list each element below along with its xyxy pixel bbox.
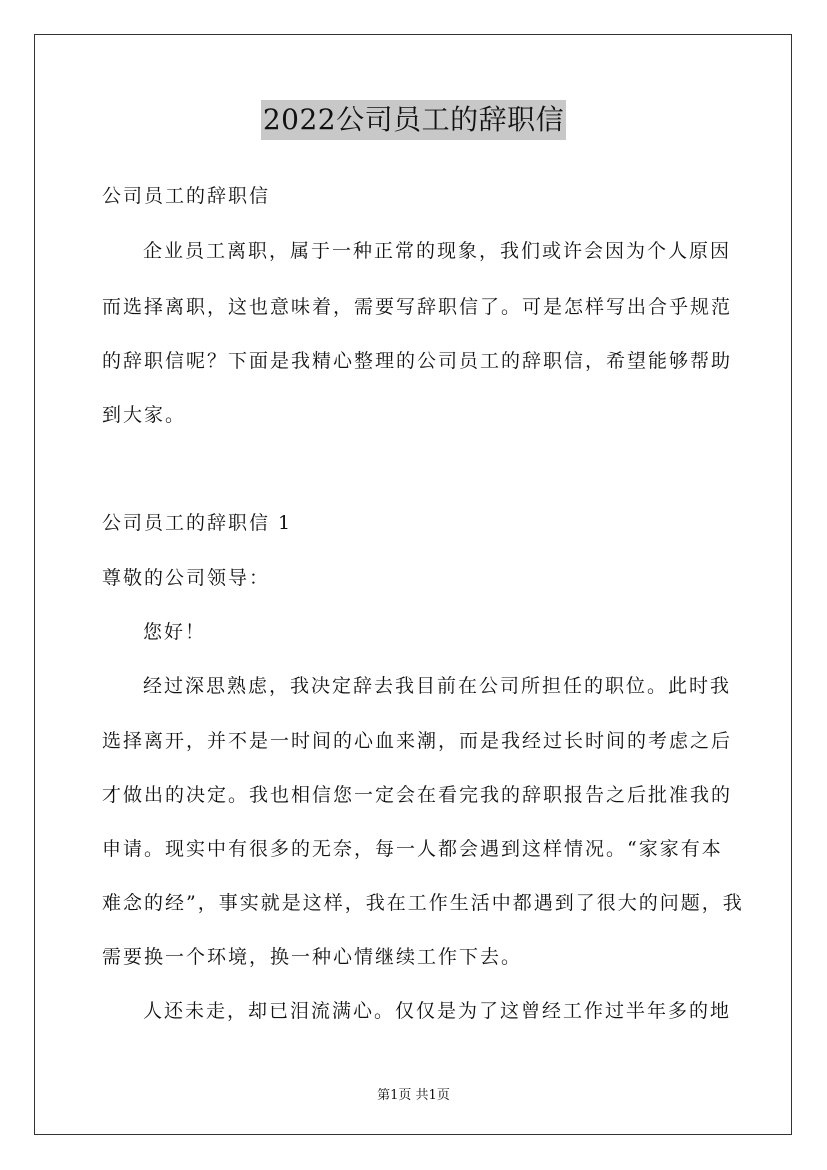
document-title: 2022公司员工的辞职信 bbox=[261, 100, 566, 140]
body-line: 难念的经”，事实就是这样，我在工作生活中都遇到了很大的问题，我 bbox=[102, 892, 744, 914]
intro-line: 企业员工离职，属于一种正常的现象，我们或许会因为个人原因 bbox=[143, 240, 732, 262]
body-line: 才做出的决定。我也相信您一定会在看完我的辞职报告之后批准我的 bbox=[102, 784, 733, 806]
salutation: 尊敬的公司领导： bbox=[102, 567, 271, 589]
page-footer: 第1页 共1页 bbox=[377, 1088, 450, 1103]
intro-line: 而选择离职，这也意味着，需要写辞职信了。可是怎样写出合乎规范 bbox=[102, 296, 733, 318]
letter-heading: 公司员工的辞职信 1 bbox=[102, 512, 293, 534]
body-line: 经过深思熟虑，我决定辞去我目前在公司所担任的职位。此时我 bbox=[143, 675, 732, 697]
greeting: 您好！ bbox=[143, 621, 207, 643]
body-line: 需要换一个环境，换一种心情继续工作下去。 bbox=[102, 946, 523, 968]
subtitle: 公司员工的辞职信 bbox=[102, 185, 271, 207]
body-line: 选择离开，并不是一时间的心血来潮，而是我经过长时间的考虑之后 bbox=[102, 730, 733, 752]
intro-line: 到大家。 bbox=[102, 404, 187, 426]
title-container bbox=[0, 100, 827, 140]
body-line: 申请。现实中有很多的无奈，每一人都会遇到这样情况。“家家有本 bbox=[102, 838, 723, 860]
body-line: 人还未走，却已泪流满心。仅仅是为了这曾经工作过半年多的地 bbox=[143, 1000, 732, 1022]
intro-line: 的辞职信呢？下面是我精心整理的公司员工的辞职信，希望能够帮助 bbox=[102, 350, 733, 372]
